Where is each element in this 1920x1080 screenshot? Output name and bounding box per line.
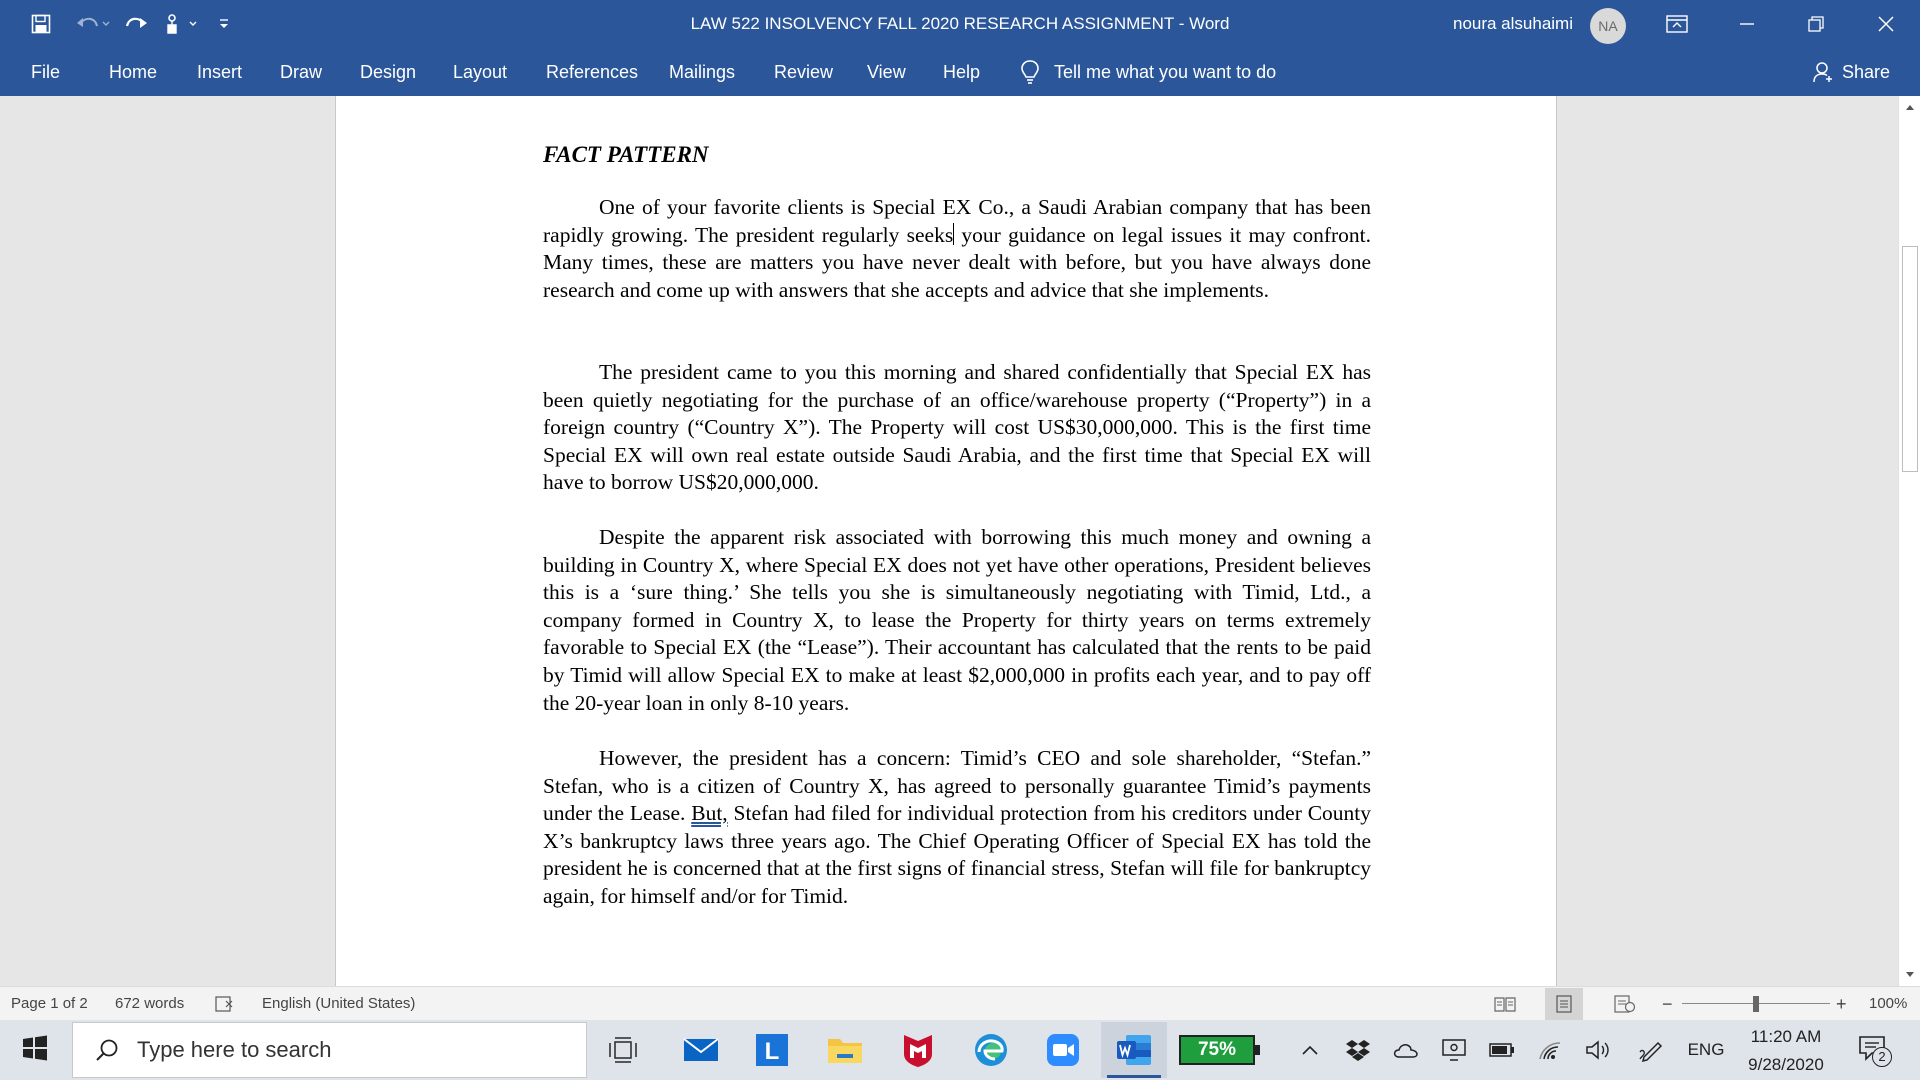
restore-icon[interactable] xyxy=(1786,0,1846,48)
battery-monitor-widget[interactable] xyxy=(1172,1022,1262,1078)
tab-references[interactable]: References xyxy=(546,62,639,82)
print-layout-icon[interactable] xyxy=(1545,988,1583,1020)
user-name[interactable]: noura alsuhaimi xyxy=(1452,14,1573,33)
minimize-icon[interactable] xyxy=(1717,0,1777,48)
tab-review[interactable]: Review xyxy=(774,62,834,82)
battery-widget-label: 75% xyxy=(1197,1039,1237,1060)
mcafee-icon[interactable] xyxy=(885,1022,951,1078)
paragraph-4-text-a: However, the president has a concern: Timid’s CEO and sole shareholder, “Stefan.” Stefan, who is a citizen of Country X, has agreed to personally guarantee Timid’s payments under the Lease. xyxy=(543,746,1371,826)
paragraph-4-text-b: Stefan had filed for individual protection from his creditors under County X’s bankruptcy laws three years ago. The Chief Operating Officer of Special EX has told the president he is concerned that at the first signs of financial stress, Stefan will file for bankruptcy again, for himself and/or for Timid. xyxy=(543,801,1372,908)
scroll-up-icon[interactable] xyxy=(1899,96,1920,118)
read-mode-icon[interactable] xyxy=(1494,987,1516,1021)
undo-icon[interactable] xyxy=(70,14,116,34)
paragraph-1-text-b: your guidance on legal issues it may confront. Many times, these are matters you have never dealt with before, but you have always done research and come up with answers that she accepts and advice that she implements. xyxy=(543,222,1371,302)
title-bar xyxy=(0,0,1920,48)
save-icon[interactable] xyxy=(26,14,56,34)
tab-mailings[interactable]: Mailings xyxy=(669,62,736,82)
tab-layout[interactable]: Layout xyxy=(453,62,508,82)
ribbon-tabs xyxy=(0,48,1920,96)
close-icon[interactable] xyxy=(1856,0,1916,48)
tab-home[interactable]: Home xyxy=(109,62,158,82)
paragraph-2[interactable]: The president came to you this morning and shared confidentially that Special EX has been quietly negotiating for the purchase of an office/warehouse property (“Property”) in a foreign country (“Country X”). The Property will cost US$30,000,000. This is the first time Special EX will own real estate outside Saudi Arabia, and the first time that Special EX will have to borrow US$20,000,000. xyxy=(543,360,1371,495)
lightbulb-icon xyxy=(1020,59,1040,85)
mail-icon[interactable] xyxy=(668,1022,734,1078)
share-label: Share xyxy=(1842,61,1891,82)
paragraph-1[interactable] xyxy=(543,194,1371,304)
document-heading: FACT PATTERN xyxy=(543,142,709,167)
avatar[interactable]: NA xyxy=(1590,8,1626,44)
tab-design[interactable]: Design xyxy=(360,62,417,82)
proofing-icon[interactable] xyxy=(215,987,235,1021)
document-canvas[interactable] xyxy=(0,96,1898,986)
app-l-icon[interactable] xyxy=(739,1022,805,1078)
system-clock[interactable] xyxy=(1730,1020,1842,1080)
grammar-flag[interactable]: But, xyxy=(691,801,728,826)
word-app-icon[interactable] xyxy=(1101,1022,1167,1078)
tab-view[interactable]: View xyxy=(867,62,906,82)
display-settings-icon[interactable] xyxy=(1438,1020,1470,1080)
zoom-in-button[interactable]: + xyxy=(1836,994,1847,1014)
paragraph-4[interactable] xyxy=(543,745,1371,911)
scrollbar-thumb[interactable] xyxy=(1902,246,1918,472)
notification-count: 2 xyxy=(1872,1047,1892,1067)
onedrive-icon[interactable] xyxy=(1390,1020,1422,1080)
redo-icon[interactable] xyxy=(122,14,152,34)
zoom-out-button[interactable]: − xyxy=(1662,994,1673,1014)
paragraph-1-text-a: One of your favorite clients is Special EX Co., a Saudi Arabian company that has been rapidly growing. The president regularly seeks xyxy=(543,195,1371,247)
zoom-slider-thumb[interactable] xyxy=(1753,996,1759,1012)
search-icon xyxy=(95,1038,119,1062)
input-language[interactable]: ENG xyxy=(1687,1040,1725,1059)
clock-time: 11:20 AM xyxy=(1750,1027,1822,1046)
task-view-icon[interactable] xyxy=(590,1022,656,1078)
web-layout-icon[interactable] xyxy=(1614,987,1636,1021)
tell-me-search[interactable] xyxy=(1020,48,1276,96)
battery-icon[interactable] xyxy=(1486,1020,1518,1080)
word-count[interactable]: 672 words xyxy=(115,995,185,1012)
windows-taskbar xyxy=(0,1020,1920,1080)
pen-workspace-icon[interactable] xyxy=(1636,1020,1668,1080)
start-button[interactable] xyxy=(0,1020,70,1080)
ribbon-display-options-icon[interactable] xyxy=(1647,0,1707,48)
dropbox-icon[interactable] xyxy=(1342,1020,1374,1080)
volume-icon[interactable] xyxy=(1582,1020,1614,1080)
tab-help[interactable]: Help xyxy=(943,62,981,82)
touch-mode-icon[interactable] xyxy=(160,13,206,35)
scroll-down-icon[interactable] xyxy=(1899,964,1920,986)
vertical-scrollbar[interactable] xyxy=(1898,96,1920,986)
search-placeholder: Type here to search xyxy=(137,1037,332,1062)
wifi-icon[interactable] xyxy=(1534,1020,1566,1080)
taskbar-search[interactable] xyxy=(72,1022,587,1078)
notifications-icon[interactable] xyxy=(1850,1020,1896,1080)
chevron-up-icon[interactable] xyxy=(1294,1020,1326,1080)
clock-date: 9/28/2020 xyxy=(1748,1055,1824,1074)
windows-logo-icon xyxy=(22,1035,48,1066)
svg-text:L: L xyxy=(764,1038,780,1065)
document-page[interactable] xyxy=(335,96,1557,986)
language-status[interactable]: English (United States) xyxy=(262,995,416,1012)
paragraph-3[interactable]: Despite the apparent risk associated with borrowing this much money and owning a building in Country X, where Special EX does not yet have other operations, President believes this is a ‘sure thing.’ She tells you she is simultaneously negotiating with Timid, Ltd., a company formed in Country X, to lease the Property for thirty years on terms extremely favorable to Special EX (the “Lease”). Their accountant has calculated that the rents to be paid by Timid will allow Special EX to make at least $2,000,000 in profits each year, and to pay off the 20-year loan in only 8-10 years. xyxy=(543,525,1371,715)
window-title: LAW 522 INSOLVENCY FALL 2020 RESEARCH ASSIGNMENT - Word xyxy=(690,14,1230,33)
tab-draw[interactable]: Draw xyxy=(280,62,323,82)
page-count[interactable]: Page 1 of 2 xyxy=(11,995,88,1012)
tab-insert[interactable]: Insert xyxy=(197,62,243,82)
person-icon xyxy=(1812,61,1834,83)
tell-me-label: Tell me what you want to do xyxy=(1054,61,1277,82)
status-bar xyxy=(0,986,1920,1020)
quick-access-toolbar xyxy=(26,0,236,48)
zoom-level[interactable]: 100% xyxy=(1869,995,1908,1012)
share-button[interactable] xyxy=(1812,48,1890,96)
tab-file[interactable]: File xyxy=(31,62,61,82)
edge-icon[interactable] xyxy=(958,1022,1024,1078)
file-explorer-icon[interactable] xyxy=(812,1022,878,1078)
customize-toolbar-icon[interactable] xyxy=(212,17,236,31)
zoom-app-icon[interactable] xyxy=(1030,1022,1096,1078)
